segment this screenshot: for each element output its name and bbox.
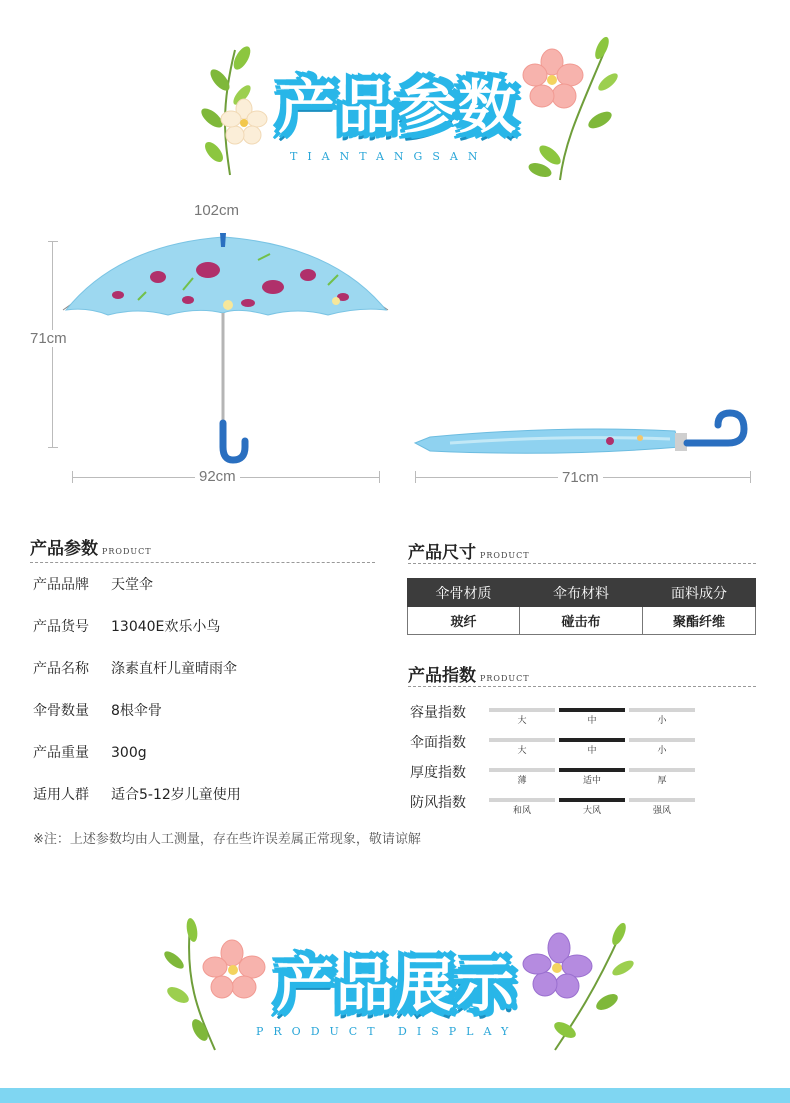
open-span-cap-right (379, 471, 380, 483)
param-value: 13040E欢乐小鸟 (111, 619, 221, 635)
param-row (33, 616, 220, 636)
param-label: 产品品牌 (33, 577, 89, 593)
leaf-sprig-icon (160, 915, 270, 1055)
material-table-header: 伞布材料 (520, 579, 643, 607)
index-option-label: 中 (587, 716, 597, 726)
index-row-label: 容量指数 (410, 705, 466, 721)
index-bar-selected (559, 768, 625, 772)
params-title-text: 产品参数 (30, 539, 98, 559)
index-title-en: PRODUCT (480, 674, 530, 683)
index-bar (629, 798, 695, 802)
index-row-label: 厚度指数 (410, 765, 466, 781)
param-value: 天堂伞 (111, 577, 153, 593)
param-value: 涤素直杆儿童晴雨伞 (111, 661, 237, 677)
index-bar (629, 708, 695, 712)
open-span-label: 92cm (195, 468, 240, 485)
header-banner-title: 产品参数 (278, 73, 519, 141)
index-option-label: 厚 (657, 776, 667, 786)
index-row-label: 防风指数 (410, 795, 466, 811)
material-table-cell: 玻纤 (408, 607, 520, 635)
index-bar-selected (559, 738, 625, 742)
closed-length-label: 71cm (558, 469, 603, 486)
index-title-text: 产品指数 (408, 666, 476, 686)
index-option-label: 中 (587, 746, 597, 756)
index-bar (629, 768, 695, 772)
params-section-title (30, 534, 152, 559)
open-height-cap-bottom (48, 447, 58, 448)
closed-length-cap-left (415, 471, 416, 483)
index-option-label: 小 (657, 716, 667, 726)
material-table-cell: 碰击布 (520, 607, 643, 635)
param-row (33, 700, 162, 720)
open-umbrella-image (58, 215, 398, 465)
param-label: 产品货号 (33, 619, 89, 635)
params-title-en: PRODUCT (102, 547, 152, 556)
param-value: 适合5-12岁儿童使用 (111, 787, 241, 803)
param-row (33, 574, 153, 594)
index-row-label: 伞面指数 (410, 735, 466, 751)
param-row (33, 784, 241, 804)
index-option-label: 小 (657, 746, 667, 756)
index-option-label: 适中 (582, 776, 601, 786)
param-label: 适用人群 (33, 787, 89, 803)
material-table-row (408, 607, 756, 635)
open-height-label: 71cm (26, 330, 71, 347)
material-table-header: 面料成分 (643, 579, 756, 607)
param-value: 8根伞骨 (111, 703, 162, 719)
size-title-text: 产品尺寸 (408, 543, 476, 563)
cream-flower-icon (220, 98, 268, 146)
size-divider (408, 563, 756, 564)
index-option-label: 和风 (512, 806, 531, 816)
index-option-label: 薄 (517, 776, 527, 786)
index-section-title (408, 661, 530, 686)
open-height-cap-top (48, 241, 58, 242)
material-table (407, 578, 756, 635)
param-row (33, 658, 237, 678)
open-span-cap-left (72, 471, 73, 483)
index-option-label: 强风 (652, 806, 671, 816)
material-table-cell: 聚酯纤维 (643, 607, 756, 635)
index-bar (489, 768, 555, 772)
index-option-label: 大风 (582, 806, 601, 816)
disclaimer-note: ※注：上述参数均由人工测量，存在些许误差属正常现象，敬请谅解 (33, 832, 421, 847)
purple-flower-icon (515, 920, 640, 1060)
pink-flower-icon (520, 30, 620, 190)
material-table-header-row (408, 579, 756, 607)
index-bar (489, 708, 555, 712)
index-bar (489, 798, 555, 802)
footer-banner-subtitle: PRODUCT DISPLAY (256, 1025, 519, 1038)
closed-length-cap-right (750, 471, 751, 483)
size-section-title (408, 538, 530, 563)
closed-umbrella-image (410, 405, 755, 465)
material-table-header: 伞骨材质 (408, 579, 520, 607)
index-option-label: 大 (517, 716, 527, 726)
footer-color-bar (0, 1088, 790, 1103)
size-title-en: PRODUCT (480, 551, 530, 560)
param-row (33, 742, 147, 762)
index-bar (489, 738, 555, 742)
footer-banner-title: 产品展示 (276, 951, 517, 1019)
index-bar (629, 738, 695, 742)
param-value: 300g (111, 745, 147, 761)
header-banner-subtitle: TIANTANGSAN (290, 150, 488, 163)
index-bar-selected (559, 798, 625, 802)
params-divider (30, 562, 375, 563)
param-label: 产品名称 (33, 661, 89, 677)
index-divider (408, 686, 756, 687)
index-bar-selected (559, 708, 625, 712)
param-label: 伞骨数量 (33, 703, 89, 719)
index-option-label: 大 (517, 746, 527, 756)
open-width-label: 102cm (190, 202, 243, 219)
param-label: 产品重量 (33, 745, 89, 761)
